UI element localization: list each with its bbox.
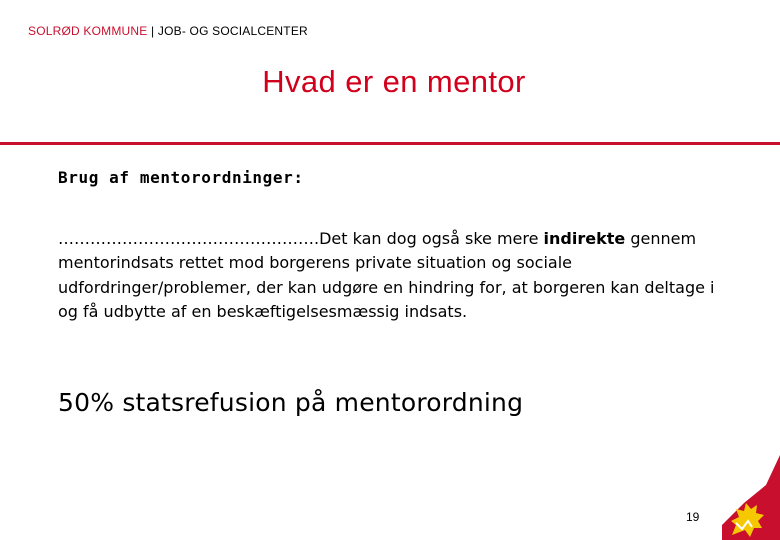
- highlight-statement: 50% statsrefusion på mentorordning: [58, 388, 524, 417]
- body-emphasis: indirekte: [543, 229, 626, 248]
- department-name: JOB- OG SOCIALCENTER: [157, 24, 308, 38]
- organization-name: SOLRØD KOMMUNE: [28, 24, 148, 38]
- body-paragraph: [58, 227, 738, 324]
- section-subheading: Brug af mentorordninger:: [58, 168, 304, 187]
- page-number: 19: [686, 510, 700, 524]
- header-separator: |: [147, 24, 158, 38]
- solrod-coat-of-arms-icon: [722, 455, 780, 540]
- slide-title: Hvad er en mentor: [262, 64, 526, 99]
- title-divider: [0, 142, 780, 145]
- body-lead: ………………………………………….: [58, 229, 320, 248]
- body-part2: gennem mentorindsats rettet mod borgerens private situation og sociale udfordringer/problemer, der kan udgøre en hindring for, at borgeren kan deltage i og få udbytte af en beskæftigelsesmæssig indsats.: [58, 229, 715, 321]
- slide-header: [28, 24, 308, 38]
- body-part1: Det kan dog også ske mere: [319, 229, 544, 248]
